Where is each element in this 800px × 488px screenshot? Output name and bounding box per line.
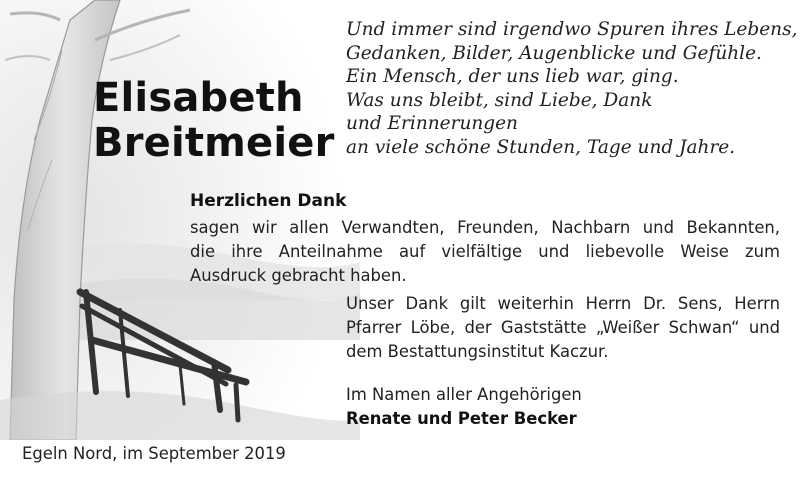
poem-line: Und immer sind irgendwo Spuren ihres Lebens, <box>346 19 798 40</box>
memorial-poem <box>346 18 798 160</box>
thanks-more-line: Pfarrer Löbe, der Gaststätte „Weißer Schwan“ und <box>346 318 780 337</box>
deceased-name <box>93 76 335 166</box>
thanks-line: Ausdruck gebracht haben. <box>190 266 407 285</box>
place-and-date: Egeln Nord, im September 2019 <box>22 444 286 463</box>
thanks-more-line: dem Bestattungsinstitut Kaczur. <box>346 342 609 361</box>
thanks-heading: Herzlichen Dank <box>190 191 347 211</box>
poem-line: Was uns bleibt, sind Liebe, Dank <box>346 89 653 111</box>
poem-line: Ein Mensch, der uns lieb war, ging. <box>346 66 679 88</box>
thanks-additional-paragraph <box>346 292 780 364</box>
thanks-paragraph <box>190 216 780 288</box>
poem-line: und Erinnerungen <box>346 113 518 135</box>
thanks-line: sagen wir allen Verwandten, Freunden, Nachbarn und Bekannten, <box>190 218 780 237</box>
thanks-more-line: Unser Dank gilt weiterhin Herrn Dr. Sens, Herrn <box>346 294 780 313</box>
deceased-first-name: Elisabeth <box>93 75 304 121</box>
thanks-line: die ihre Anteilnahme auf vielfältige und liebevolle Weise zum <box>190 242 780 261</box>
poem-line: an viele schöne Stunden, Tage und Jahre. <box>346 136 736 158</box>
poem-line: Gedanken, Bilder, Augenblicke und Gefühle. <box>346 42 762 64</box>
deceased-last-name: Breitmeier <box>93 120 335 166</box>
signoff-names: Renate und Peter Becker <box>346 409 577 428</box>
signoff-intro: Im Namen aller Angehörigen <box>346 385 582 404</box>
signoff-block <box>346 383 582 431</box>
